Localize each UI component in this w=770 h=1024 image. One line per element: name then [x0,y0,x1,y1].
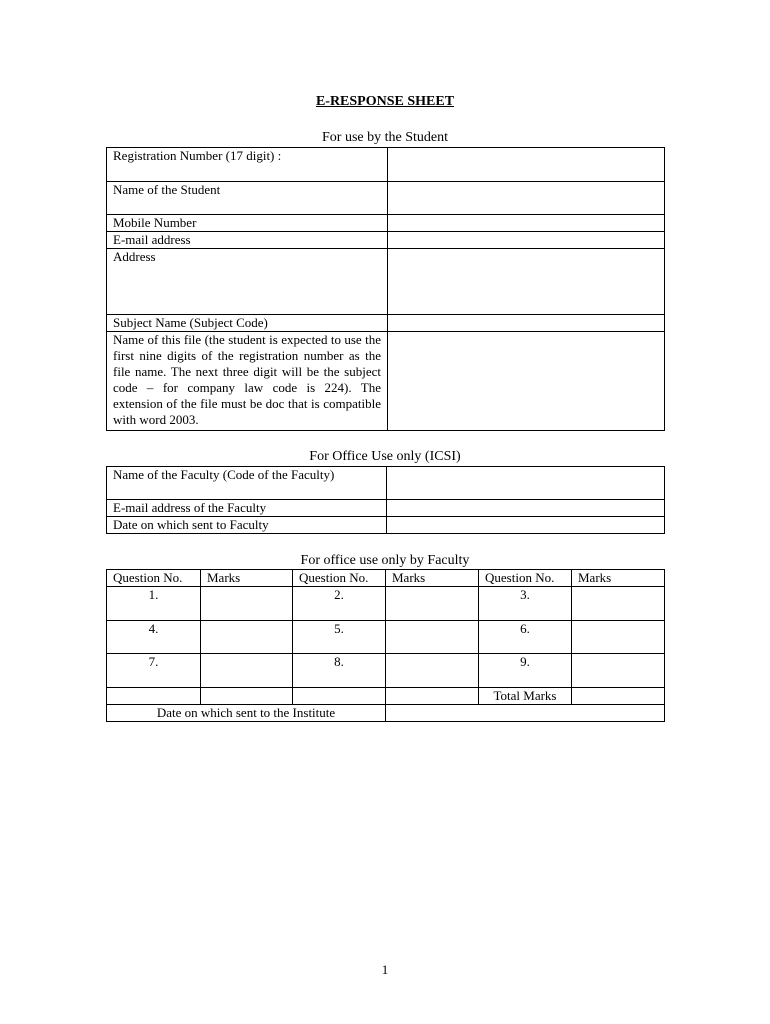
marks-table [106,569,665,722]
marks-header: Marks [201,570,293,587]
date-sent-institute-field[interactable] [386,705,665,722]
question-number: 3. [479,587,572,621]
faculty-name-field[interactable] [387,467,665,500]
mobile-number-field[interactable] [388,215,665,232]
marks-field[interactable] [201,587,293,621]
question-number: 1. [107,587,201,621]
faculty-email-field[interactable] [387,500,665,517]
email-address-label: E-mail address [107,232,388,249]
question-number: 6. [479,621,572,654]
empty-cell [293,688,386,705]
date-sent-faculty-label: Date on which sent to Faculty [107,517,387,534]
total-marks-field[interactable] [572,688,665,705]
address-field[interactable] [388,249,665,315]
total-marks-label: Total Marks [479,688,572,705]
date-sent-institute-label: Date on which sent to the Institute [107,705,386,722]
question-number: 7. [107,654,201,688]
question-number: 2. [293,587,386,621]
student-name-field[interactable] [388,182,665,215]
question-number: 8. [293,654,386,688]
marks-field[interactable] [386,621,479,654]
file-name-field[interactable] [388,332,665,431]
student-table [106,147,665,431]
marks-field[interactable] [201,654,293,688]
question-no-header: Question No. [479,570,572,587]
office-table [106,466,665,534]
marks-field[interactable] [201,621,293,654]
question-number: 5. [293,621,386,654]
faculty-section-heading: For office use only by Faculty [300,553,470,568]
question-number: 9. [479,654,572,688]
marks-header: Marks [572,570,665,587]
marks-field[interactable] [386,654,479,688]
student-section-heading: For use by the Student [322,130,448,145]
question-number: 4. [107,621,201,654]
page-title: E-RESPONSE SHEET [315,94,455,109]
question-no-header: Question No. [293,570,386,587]
address-label: Address [107,249,388,315]
student-name-label: Name of the Student [107,182,388,215]
file-name-instructions: Name of this file (the student is expected to use the first nine digits of the registration number as the file name. The next three digit will be the subject code – for company law code is 224). The extension of the file must be doc that is compatible with word 2003. [107,332,388,431]
marks-field[interactable] [572,587,665,621]
empty-cell [201,688,293,705]
subject-name-field[interactable] [388,315,665,332]
email-address-field[interactable] [388,232,665,249]
office-section-heading: For Office Use only (ICSI) [309,449,461,464]
empty-cell [386,688,479,705]
marks-field[interactable] [572,654,665,688]
mobile-number-label: Mobile Number [107,215,388,232]
page-number: 1 [381,962,389,977]
marks-field[interactable] [386,587,479,621]
empty-cell [107,688,201,705]
question-no-header: Question No. [107,570,201,587]
faculty-name-label: Name of the Faculty (Code of the Faculty) [107,467,387,500]
marks-field[interactable] [572,621,665,654]
registration-number-label: Registration Number (17 digit) : [107,148,388,182]
date-sent-faculty-field[interactable] [387,517,665,534]
marks-header: Marks [386,570,479,587]
registration-number-field[interactable] [388,148,665,182]
faculty-email-label: E-mail address of the Faculty [107,500,387,517]
subject-name-label: Subject Name (Subject Code) [107,315,388,332]
